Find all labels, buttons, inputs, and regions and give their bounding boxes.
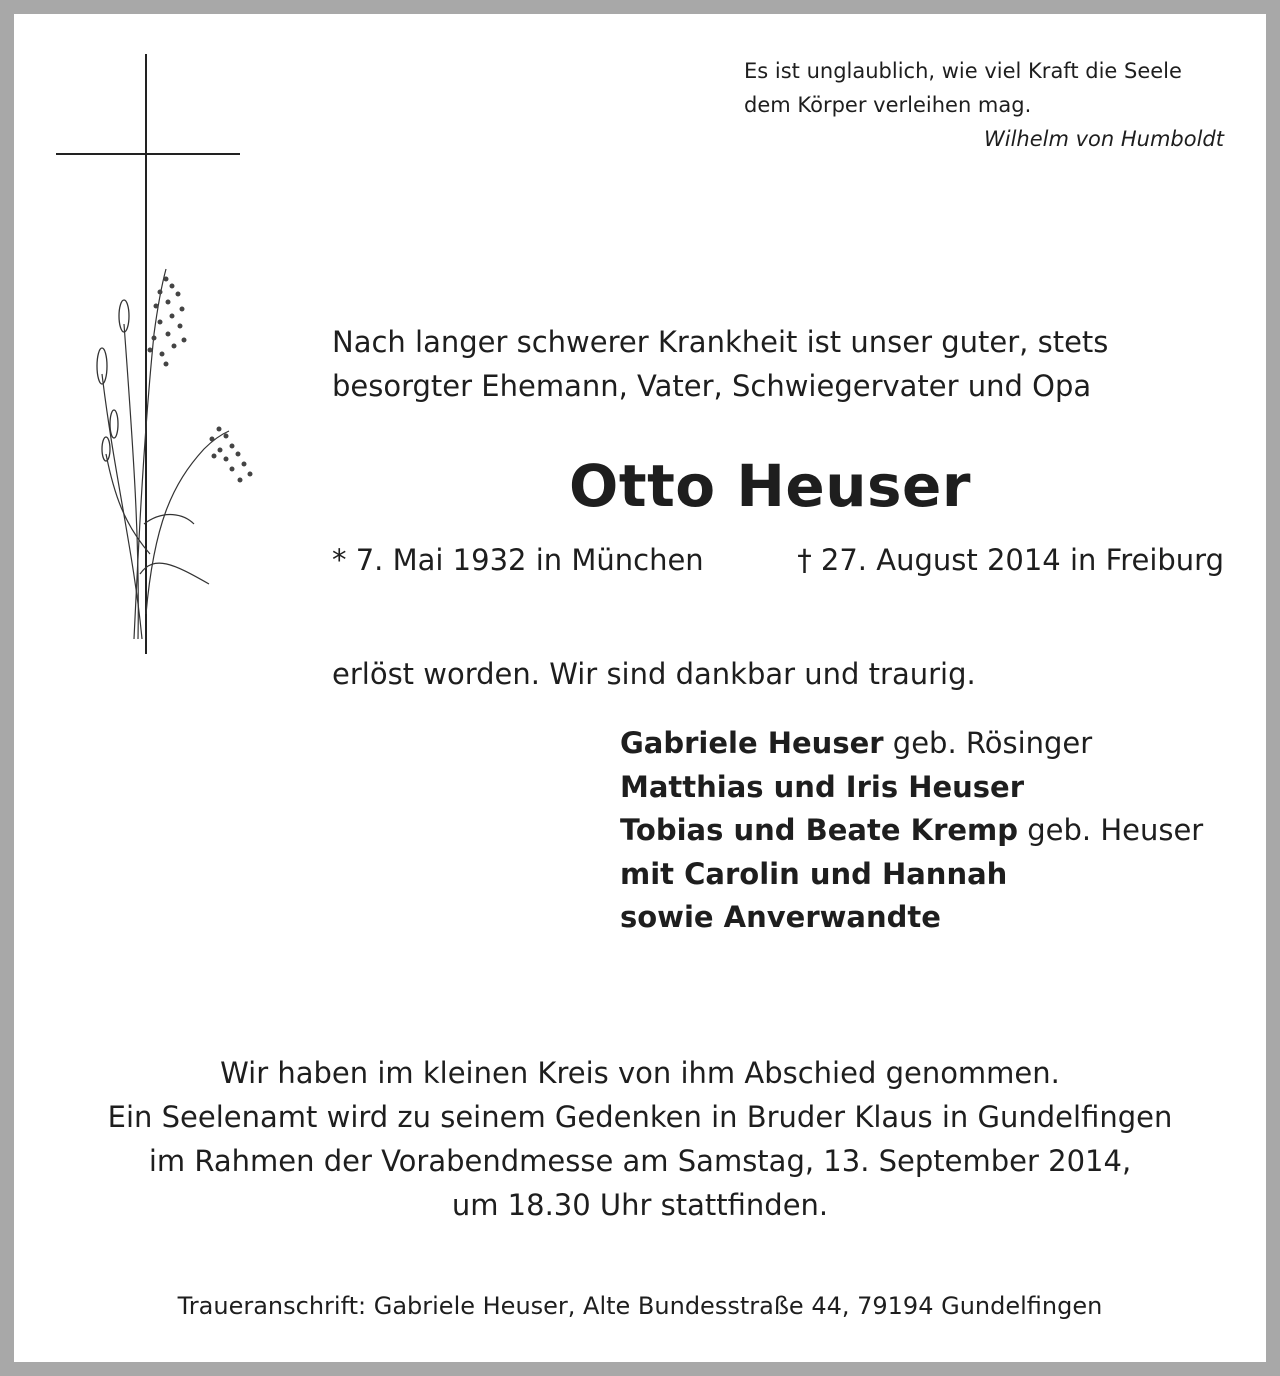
notice-line-2: Ein Seelenamt wird zu seinem Gedenken in Bruder Klaus in Gundelfingen xyxy=(107,1100,1173,1134)
obituary-sheet xyxy=(14,14,1266,1362)
released-text: erlöst worden. Wir sind dankbar und traurig. xyxy=(332,657,976,691)
epigraph-quote xyxy=(744,54,1224,156)
mourner-row xyxy=(620,896,1203,940)
mourner-row xyxy=(620,722,1203,766)
birth-date: * 7. Mai 1932 in München xyxy=(332,543,704,577)
mourning-address: Traueranschrift: Gabriele Heuser, Alte Bundesstraße 44, 79194 Gundelfingen xyxy=(177,1292,1103,1320)
intro-line-1: Nach langer schwerer Krankheit ist unser guter, stets xyxy=(332,325,1109,359)
notice-line-1: Wir haben im kleinen Kreis von ihm Abschied genommen. xyxy=(220,1056,1060,1090)
mourner-name: sowie Anverwandte xyxy=(620,900,941,934)
mourner-name: mit Carolin und Hannah xyxy=(620,856,1008,891)
quote-author: Wilhelm von Humboldt xyxy=(983,127,1224,151)
mourner-name: Matthias und Iris Heuser xyxy=(620,769,1025,804)
mourners-list xyxy=(620,722,1203,940)
intro-text xyxy=(332,320,1108,408)
deceased-name xyxy=(14,452,1266,520)
mourner-row xyxy=(620,853,1203,897)
intro-line-2: besorgter Ehemann, Vater, Schwiegervater und Opa xyxy=(332,369,1092,403)
mourner-name: Tobias und Beate Kremp xyxy=(620,813,1019,847)
death-date: † 27. August 2014 in Freiburg xyxy=(797,543,1224,577)
notice-line-3: im Rahmen der Vorabendmesse am Samstag, 13. September 2014, xyxy=(148,1144,1132,1178)
mourner-note: geb. Rösinger xyxy=(883,726,1093,760)
mourner-note: geb. Heuser xyxy=(1018,813,1204,847)
quote-line-1: Es ist unglaublich, wie viel Kraft die Seele xyxy=(744,59,1182,83)
mourner-name: Gabriele Heuser xyxy=(620,726,884,760)
mourner-row xyxy=(620,766,1203,810)
notice-line-4: um 18.30 Uhr stattfinden. xyxy=(451,1188,829,1222)
service-notice xyxy=(14,1051,1266,1227)
mourner-row xyxy=(620,809,1203,853)
quote-line-2: dem Körper verleihen mag. xyxy=(744,93,1032,117)
cross-with-grasses-icon xyxy=(54,54,254,678)
deceased-name-text: Otto Heuser xyxy=(569,452,971,520)
